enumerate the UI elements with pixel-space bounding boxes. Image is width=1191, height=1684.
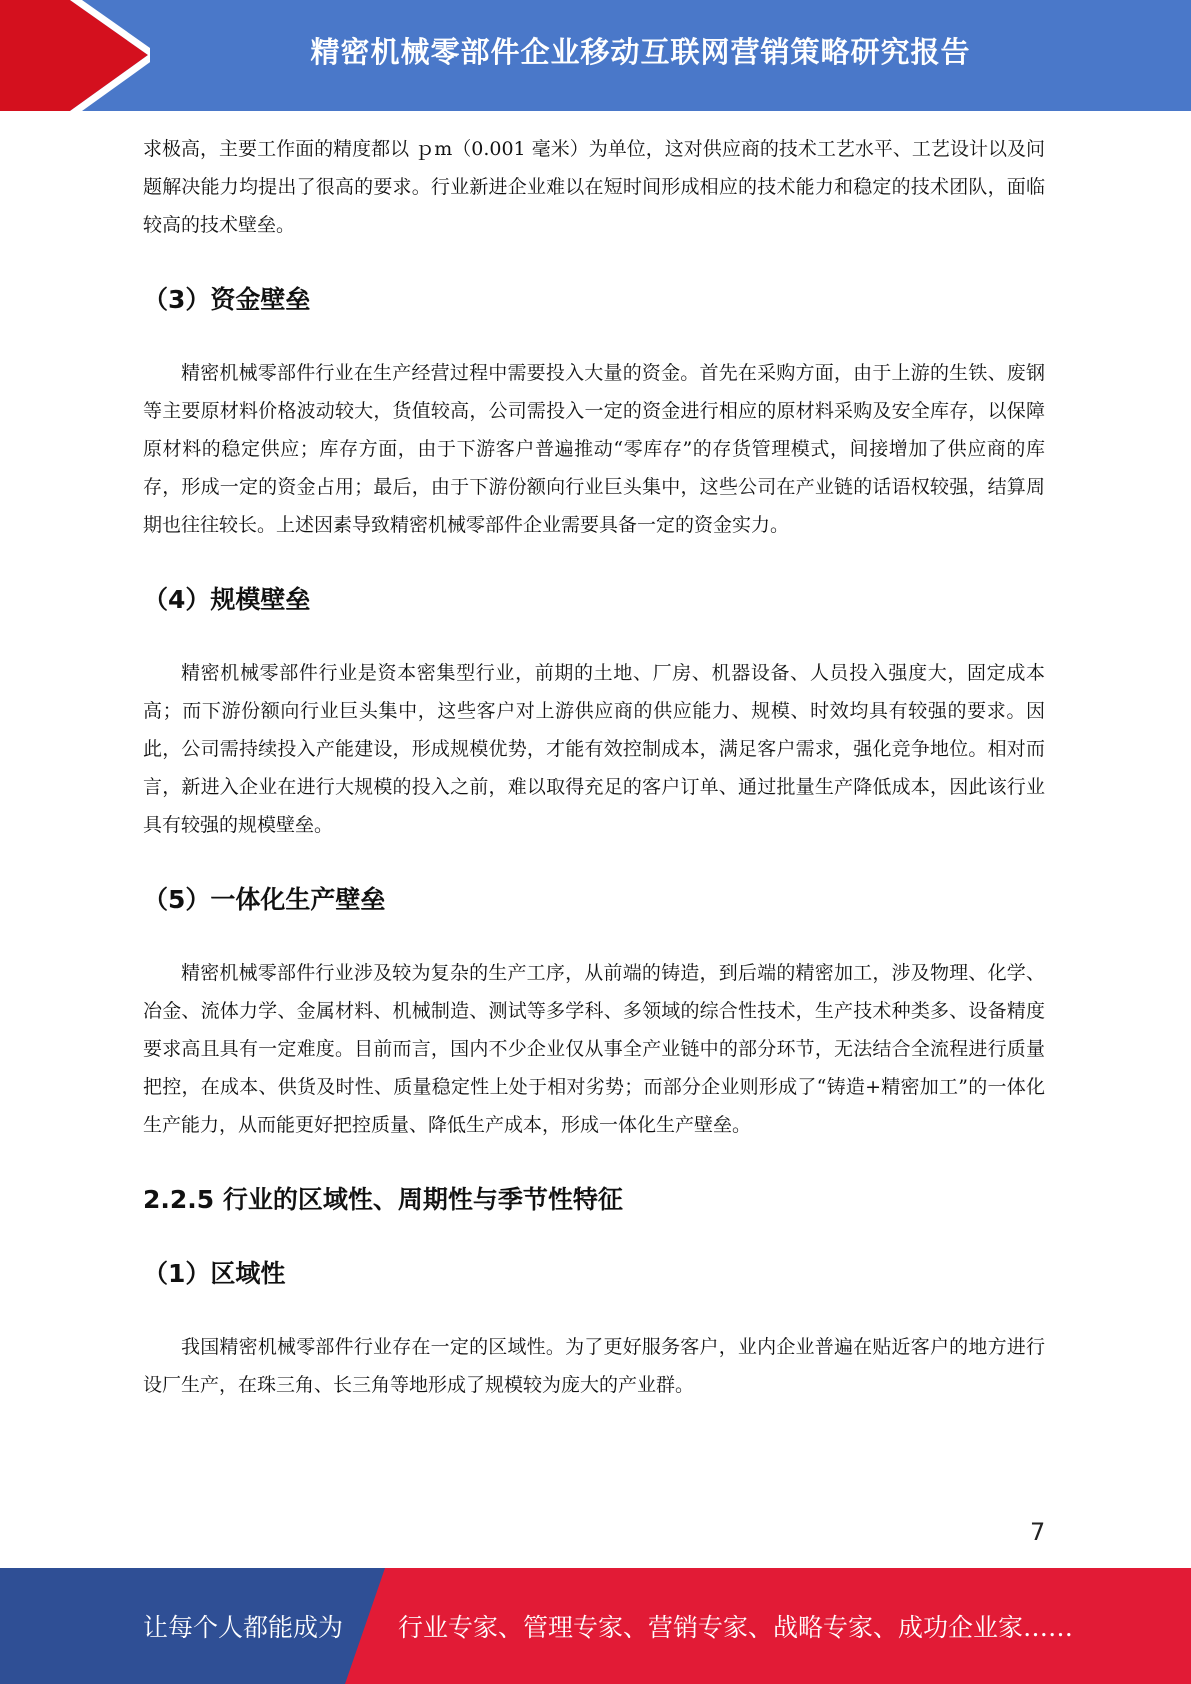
heading-regionality: （1）区域性 [143,1259,286,1288]
page-number: 7 [1030,1518,1046,1546]
footer-slogan-right: 行业专家、管理专家、营销专家、战略专家、成功企业家…… [398,1613,1074,1642]
heading-integration-barrier: （5）一体化生产壁垒 [143,885,386,914]
paragraph-capital-barrier: 精密机械零部件行业在生产经营过程中需要投入大量的资金。首先在采购方面，由于上游的生铁、废钢等主要原材料价格波动较大，货值较高，公司需投入一定的资金进行相应的原材料采购及安全库存，以保障原材料的稳定供应；库存方面，由于下游客户普遍推动“零库存”的存货管理模式，间接增加了供应商的库存，形成一定的资金占用；最后，由于下游份额向行业巨头集中，这些公司在产业链的话语权较强，结算周期也往往较长。上述因素导致精密机械零部件企业需要具备一定的资金实力。 [143,362,1045,536]
page-content [143,130,1045,1404]
page-footer [0,1568,1191,1684]
page-header [0,0,1191,111]
heading-capital-barrier: （3）资金壁垒 [143,285,311,314]
paragraph-regionality: 我国精密机械零部件行业存在一定的区域性。为了更好服务客户，业内企业普遍在贴近客户的地方进行设厂生产，在珠三角、长三角等地形成了规模较为庞大的产业群。 [143,1336,1045,1396]
header-arrow-decoration [0,0,150,111]
section-heading-2-2-5: 2.2.5 行业的区域性、周期性与季节性特征 [143,1185,623,1214]
footer-slogan-left: 让每个人都能成为 [143,1613,344,1642]
document-title: 精密机械零部件企业移动互联网营销策略研究报告 [310,34,971,69]
paragraph-scale-barrier: 精密机械零部件行业是资本密集型行业，前期的土地、厂房、机器设备、人员投入强度大，固定成本高；而下游份额向行业巨头集中，这些客户对上游供应商的供应能力、规模、时效均具有较强的要求。因此，公司需持续投入产能建设，形成规模优势，才能有效控制成本，满足客户需求，强化竞争地位。相对而言，新进入企业在进行大规模的投入之前，难以取得充足的客户订单、通过批量生产降低成本，因此该行业具有较强的规模壁垒。 [143,662,1045,836]
paragraph-technical-barrier-cont: 求极高，主要工作面的精度都以 ｐm（0.001 毫米）为单位，这对供应商的技术工艺水平、工艺设计以及问题解决能力均提出了很高的要求。行业新进企业难以在短时间形成相应的技术能力和稳定的技术团队，面临较高的技术壁垒。 [143,138,1045,236]
paragraph-integration-barrier: 精密机械零部件行业涉及较为复杂的生产工序，从前端的铸造，到后端的精密加工，涉及物理、化学、冶金、流体力学、金属材料、机械制造、测试等多学科、多领域的综合性技术，生产技术种类多、设备精度要求高且具有一定难度。目前而言，国内不少企业仅从事全产业链中的部分环节，无法结合全流程进行质量把控，在成本、供货及时性、质量稳定性上处于相对劣势；而部分企业则形成了“铸造+精密加工”的一体化生产能力，从而能更好把控质量、降低生产成本，形成一体化生产壁垒。 [143,962,1045,1136]
heading-scale-barrier: （4）规模壁垒 [143,585,311,614]
